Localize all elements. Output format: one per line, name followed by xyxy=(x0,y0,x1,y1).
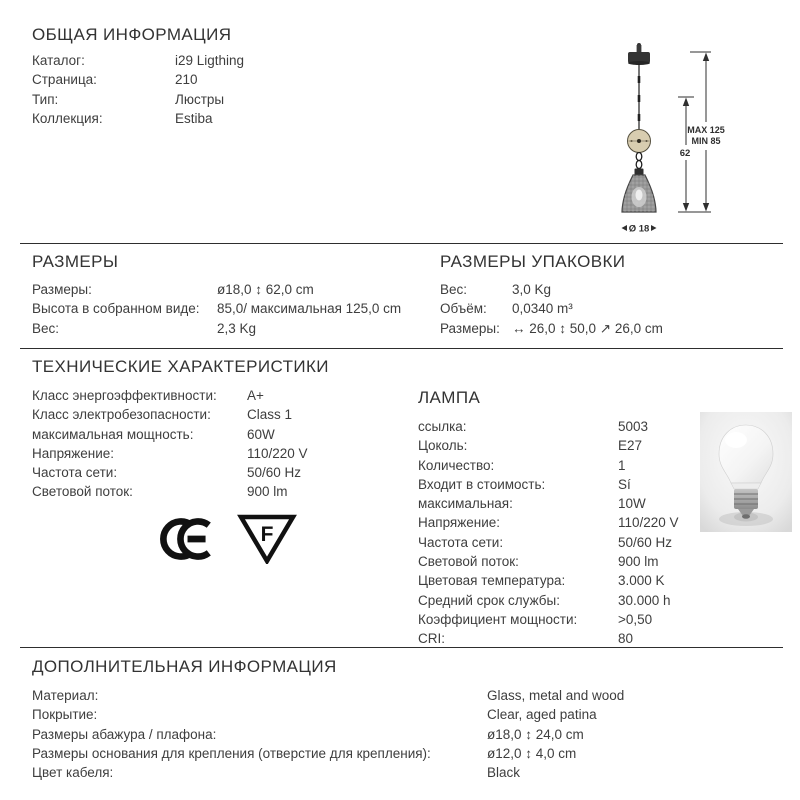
spec-value: 900 lm xyxy=(618,554,659,570)
table-row xyxy=(32,405,308,424)
f-mark-letter: F xyxy=(260,523,274,546)
spec-label: Страница: xyxy=(32,72,97,88)
spec-label: Каталог: xyxy=(32,53,85,68)
table-row xyxy=(32,70,244,89)
spec-value: 1 xyxy=(618,457,626,473)
base-contact xyxy=(742,514,750,519)
spec-label: ссылка: xyxy=(418,419,467,434)
additional-info-section xyxy=(32,657,337,677)
table-row xyxy=(32,482,308,501)
technical-section xyxy=(32,357,329,377)
table-row xyxy=(32,686,624,705)
section-title: РАЗМЕРЫ УПАКОВКИ xyxy=(440,252,626,271)
table-row xyxy=(418,475,679,494)
spec-value: ø12,0 ↕ 4,0 cm xyxy=(487,745,577,761)
section-title: ТЕХНИЧЕСКИЕ ХАРАКТЕРИСТИКИ xyxy=(32,357,329,376)
table-row xyxy=(32,90,244,109)
inner-height-label: 62 xyxy=(679,148,691,159)
table-row xyxy=(32,744,624,763)
arrow-down-icon xyxy=(683,203,689,212)
spec-value: Estiba xyxy=(175,110,213,126)
additional-info-rows xyxy=(32,686,624,782)
f-mark-icon xyxy=(237,514,297,564)
ce-mark-icon xyxy=(160,516,216,562)
spec-label: Класс энергоэффективности: xyxy=(32,388,217,403)
bulb-inside xyxy=(636,190,643,201)
arrow-down-icon xyxy=(703,203,709,212)
spec-value: 2,3 Kg xyxy=(217,320,257,336)
spec-value: 50/60 Hz xyxy=(618,534,673,550)
packaging-rows xyxy=(440,280,663,338)
table-row xyxy=(440,299,663,318)
spec-label: Входит в стоимость: xyxy=(418,476,546,492)
table-row xyxy=(418,417,679,436)
pendant-lamp-diagram xyxy=(600,38,765,243)
general-info-section xyxy=(32,25,231,45)
spec-label: Высота в собранном виде: xyxy=(32,301,200,317)
table-row xyxy=(418,610,679,629)
table-row xyxy=(418,591,679,610)
section-divider xyxy=(20,647,783,648)
table-row xyxy=(32,280,401,299)
spec-value: 110/220 V xyxy=(247,445,308,461)
spec-value: 80 xyxy=(618,631,634,647)
spec-label: Размеры абажура / плафона: xyxy=(32,726,217,742)
spec-label: Коллекция: xyxy=(32,110,103,126)
table-row xyxy=(32,725,624,744)
canopy-stem xyxy=(637,45,642,53)
section-divider xyxy=(20,348,783,349)
spec-label: Размеры: xyxy=(440,320,500,336)
chain-link xyxy=(636,161,642,169)
table-row xyxy=(418,513,679,532)
spec-value: 110/220 V xyxy=(618,515,679,531)
packaging-section xyxy=(440,252,625,272)
spec-value: Sí xyxy=(618,476,631,492)
spec-value: Black xyxy=(487,765,521,781)
lamp-section xyxy=(418,388,480,408)
bulb-collar xyxy=(731,483,761,489)
spec-label: Напряжение: xyxy=(418,515,501,531)
arrow-up-icon xyxy=(703,53,709,62)
general-info-rows xyxy=(32,51,244,128)
spec-label: Вес: xyxy=(440,282,468,297)
spec-label: Объём: xyxy=(440,301,487,317)
spec-value: E27 xyxy=(618,438,643,454)
spec-value: 50/60 Hz xyxy=(247,465,302,481)
spec-value: 3.000 K xyxy=(618,573,665,589)
table-row xyxy=(440,280,663,299)
spec-label: Цвет кабеля: xyxy=(32,765,114,781)
section-title: ЛАМПА xyxy=(418,388,481,407)
spec-label: Средний срок службы: xyxy=(418,592,560,608)
table-row xyxy=(32,763,624,782)
table-row xyxy=(418,571,679,590)
pulley-axle xyxy=(637,139,641,143)
spec-value: Class 1 xyxy=(247,407,293,423)
section-title: ОБЩАЯ ИНФОРМАЦИЯ xyxy=(32,25,232,44)
section-title: ДОПОЛНИТЕЛЬНАЯ ИНФОРМАЦИЯ xyxy=(32,657,337,676)
dimensions-rows xyxy=(32,280,401,338)
table-row xyxy=(418,456,679,475)
diameter-label: Ø 18 xyxy=(628,223,650,235)
spec-label: Световой поток: xyxy=(418,554,519,570)
spec-value: i29 Ligthing xyxy=(175,53,245,68)
table-row xyxy=(32,299,401,318)
bulb-glass xyxy=(719,425,773,483)
spec-label: Цветовая температура: xyxy=(418,573,566,589)
spec-value: ↔ 26,0 ↕ 50,0 ↗ 26,0 cm xyxy=(512,320,663,336)
table-row xyxy=(32,386,308,405)
spec-label: максимальная мощность: xyxy=(32,426,194,442)
cable-bead xyxy=(638,76,641,83)
spec-value: ø18,0 ↕ 24,0 cm xyxy=(487,726,584,742)
cable-bead xyxy=(638,114,641,121)
spec-label: Покрытие: xyxy=(32,707,98,723)
spec-label: Частота сети: xyxy=(32,465,118,481)
spec-label: Коэффициент мощности: xyxy=(418,611,578,627)
table-row xyxy=(440,319,663,338)
table-row xyxy=(418,494,679,513)
spec-value: 85,0/ максимальная 125,0 cm xyxy=(217,301,402,317)
spec-label: максимальная: xyxy=(418,496,513,512)
arrow-up-icon xyxy=(683,98,689,107)
max-height-label: MAX 125 xyxy=(687,125,725,135)
spec-label: Цоколь: xyxy=(418,438,468,454)
table-row xyxy=(32,463,308,482)
spec-label: Напряжение: xyxy=(32,445,115,461)
table-row xyxy=(418,552,679,571)
table-row xyxy=(32,425,308,444)
technical-rows xyxy=(32,386,308,502)
spec-value: 900 lm xyxy=(247,484,288,500)
spec-value: ø18,0 ↕ 62,0 cm xyxy=(217,282,314,297)
table-row xyxy=(32,109,244,128)
arrow-right-icon xyxy=(651,225,657,231)
spec-label: Тип: xyxy=(32,91,59,107)
dimensions-section xyxy=(32,252,118,272)
spec-value: 10W xyxy=(618,496,646,512)
spec-label: Вес: xyxy=(32,320,60,336)
table-row xyxy=(32,319,401,338)
cable-bead xyxy=(638,95,641,102)
min-height-label: MIN 85 xyxy=(691,136,721,146)
spec-label: Количество: xyxy=(418,457,495,473)
spec-value: 30.000 h xyxy=(618,592,671,608)
pulley-bolt xyxy=(631,140,633,142)
section-title: РАЗМЕРЫ xyxy=(32,252,119,271)
bulb-highlight xyxy=(725,432,747,448)
table-row xyxy=(32,705,624,724)
chain-link xyxy=(636,153,642,161)
table-row xyxy=(418,436,679,455)
spec-value: Glass, metal and wood xyxy=(487,688,625,703)
spec-label: Материал: xyxy=(32,688,99,703)
spec-value: Clear, aged patina xyxy=(487,707,597,723)
spec-value: Люстры xyxy=(175,91,225,107)
pulley-bolt xyxy=(646,140,648,142)
spec-label: Частота сети: xyxy=(418,534,504,550)
spec-label: CRI: xyxy=(418,631,445,647)
table-row xyxy=(32,444,308,463)
spec-label: Класс электробезопасности: xyxy=(32,407,211,423)
spec-label: Размеры: xyxy=(32,282,92,297)
spec-value: 210 xyxy=(175,72,198,88)
spec-value: >0,50 xyxy=(618,611,653,627)
spec-label: Размеры основания для крепления (отверстие для крепления): xyxy=(32,745,431,761)
section-divider xyxy=(20,243,783,244)
table-row xyxy=(418,533,679,552)
table-row xyxy=(32,51,244,70)
table-row xyxy=(418,629,679,648)
spec-value: A+ xyxy=(247,388,264,403)
spec-label: Световой поток: xyxy=(32,484,133,500)
led-bulb-image xyxy=(700,412,792,532)
spec-value: 0,0340 m³ xyxy=(512,301,573,317)
spec-value: 60W xyxy=(247,426,275,442)
spec-value: 5003 xyxy=(618,419,649,434)
arrow-left-icon xyxy=(622,225,628,231)
lamp-rows xyxy=(418,417,679,649)
spec-value: 3,0 Kg xyxy=(512,282,552,297)
